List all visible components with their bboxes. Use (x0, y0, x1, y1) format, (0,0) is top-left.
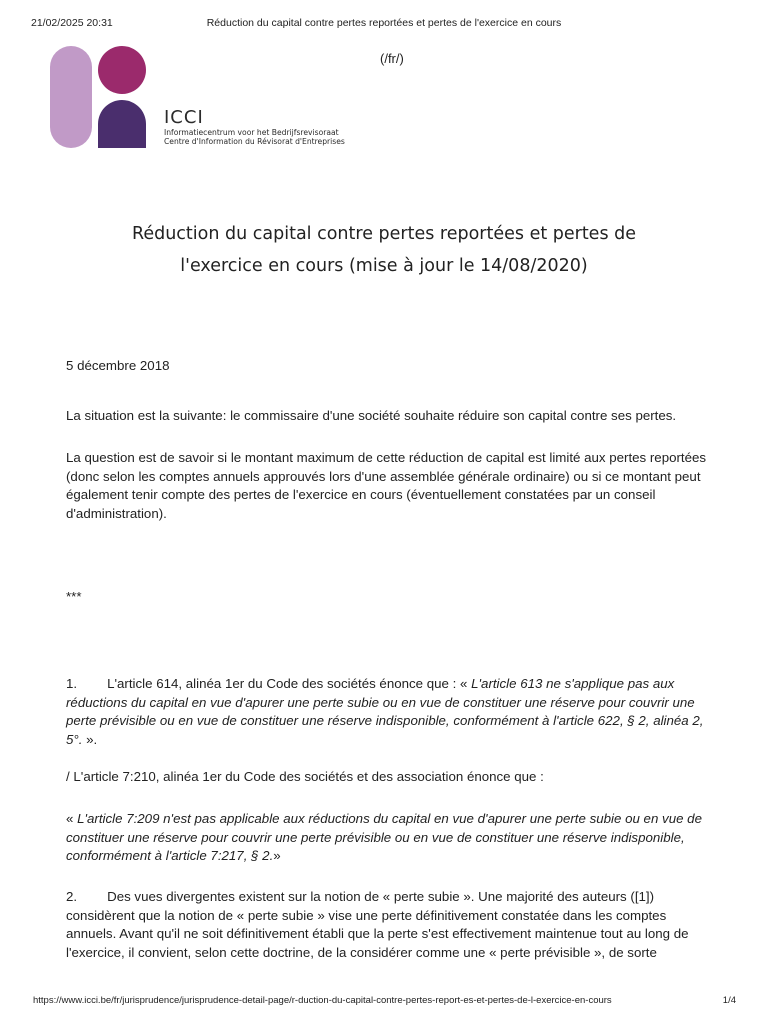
section-1-end: ». (82, 731, 98, 747)
article-date: 5 décembre 2018 (66, 358, 170, 373)
section-1 (66, 675, 716, 749)
paragraph-situation-text: La situation est la suivante: le commissaire d'une société souhaite réduire son capital contre ses pertes. (66, 408, 677, 423)
paragraph-situation (66, 407, 716, 426)
section-2 (66, 888, 716, 962)
icci-logo[interactable] (50, 46, 410, 156)
section-1c-close: » (273, 848, 281, 863)
section-2-paragraph (66, 888, 716, 962)
print-footer (33, 995, 736, 1009)
print-doc-title: Réduction du capital contre pertes reportées et pertes de l'exercice en cours (206, 17, 562, 29)
page-title (90, 218, 678, 282)
paragraph-question-text: La question est de savoir si le montant maximum de cette réduction de capital est limité aux pertes reportées (donc selon les comptes annuels approuvés lors d'une assemblée générale ordinaire) ou si ce montant peut également tenir compte des pertes de l'exercice en cours (éventuellement constatées par un conseil d'administration). (66, 450, 707, 521)
section-1c-quote: L'article 7:209 n'est pas applicable aux réductions du capital en vue d'apurer une perte subie ou en vue de constituer une réserve pour couvrir une perte prévisible ou en vue de constituer une réserve indisponible, conformément à l'article 7:217, § 2. (66, 811, 702, 863)
logo-subtitle-fr: Centre d'Information du Révisorat d'Entreprises (164, 137, 345, 146)
section-1-quote: L'article 613 ne s'applique pas aux réductions du capital en vue d'apurer une perte subie ou en vue de constituer une réserve pour couvrir une perte prévisible ou en vue de constituer une réserve indisponible, conformément à l'article 622, § 2, alinéa 2, 5°. (66, 676, 704, 747)
print-header (31, 17, 737, 31)
section-1c (66, 810, 716, 866)
print-footer-page: 1/4 (722, 995, 736, 1006)
article-date-block (66, 357, 716, 376)
section-1-number: 1. (66, 676, 78, 691)
section-1c-open: « (66, 811, 78, 826)
section-1b-text: / L'article 7:210, alinéa 1er du Code des sociétés et des association énonce que : (66, 769, 544, 784)
logo-name: ICCI (164, 107, 204, 128)
section-1c-paragraph (66, 810, 716, 866)
section-1-intro: L'article 614, alinéa 1er du Code des sociétés énonce que : « (107, 676, 472, 691)
logo-top-circle (98, 46, 146, 94)
section-1-paragraph (66, 675, 716, 749)
section-2-number: 2. (66, 889, 78, 904)
logo-bottom-shape (98, 100, 146, 148)
logo-left-bar (50, 46, 92, 148)
page-title-line2: l'exercice en cours (mise à jour le 14/08/2020) (180, 256, 588, 276)
separator: *** (66, 589, 82, 604)
paragraph-question (66, 449, 716, 523)
icci-logo-mark (50, 46, 150, 150)
section-2-text: Des vues divergentes existent sur la notion de « perte subie ». Une majorité des auteurs ([1]) considèrent que la notion de « perte subie » vise une perte définitivement constatée dans les comptes annuels. Avant qu'il ne soit définitivement établi que la perte s'est effectivement maintenue tout au long de l'exercice, il convient, selon cette doctrine, de la considérer comme une « perte prévisible », de sorte (66, 889, 689, 960)
page-title-line1: Réduction du capital contre pertes reportées et pertes de (131, 224, 637, 244)
section-1b (66, 768, 716, 787)
print-footer-url: https://www.icci.be/fr/jurisprudence/jurisprudence-detail-page/r-duction-du-capital-contre-pertes-report-es-et-pertes-de-l-exercice-en-cours (33, 995, 612, 1006)
separator-block (66, 588, 716, 607)
print-datetime: 21/02/2025 20:31 (31, 17, 113, 29)
language-link[interactable]: (/fr/) (380, 51, 404, 66)
logo-text (164, 108, 345, 146)
logo-subtitle-nl: Informatiecentrum voor het Bedrijfsrevisoraat (164, 128, 339, 137)
